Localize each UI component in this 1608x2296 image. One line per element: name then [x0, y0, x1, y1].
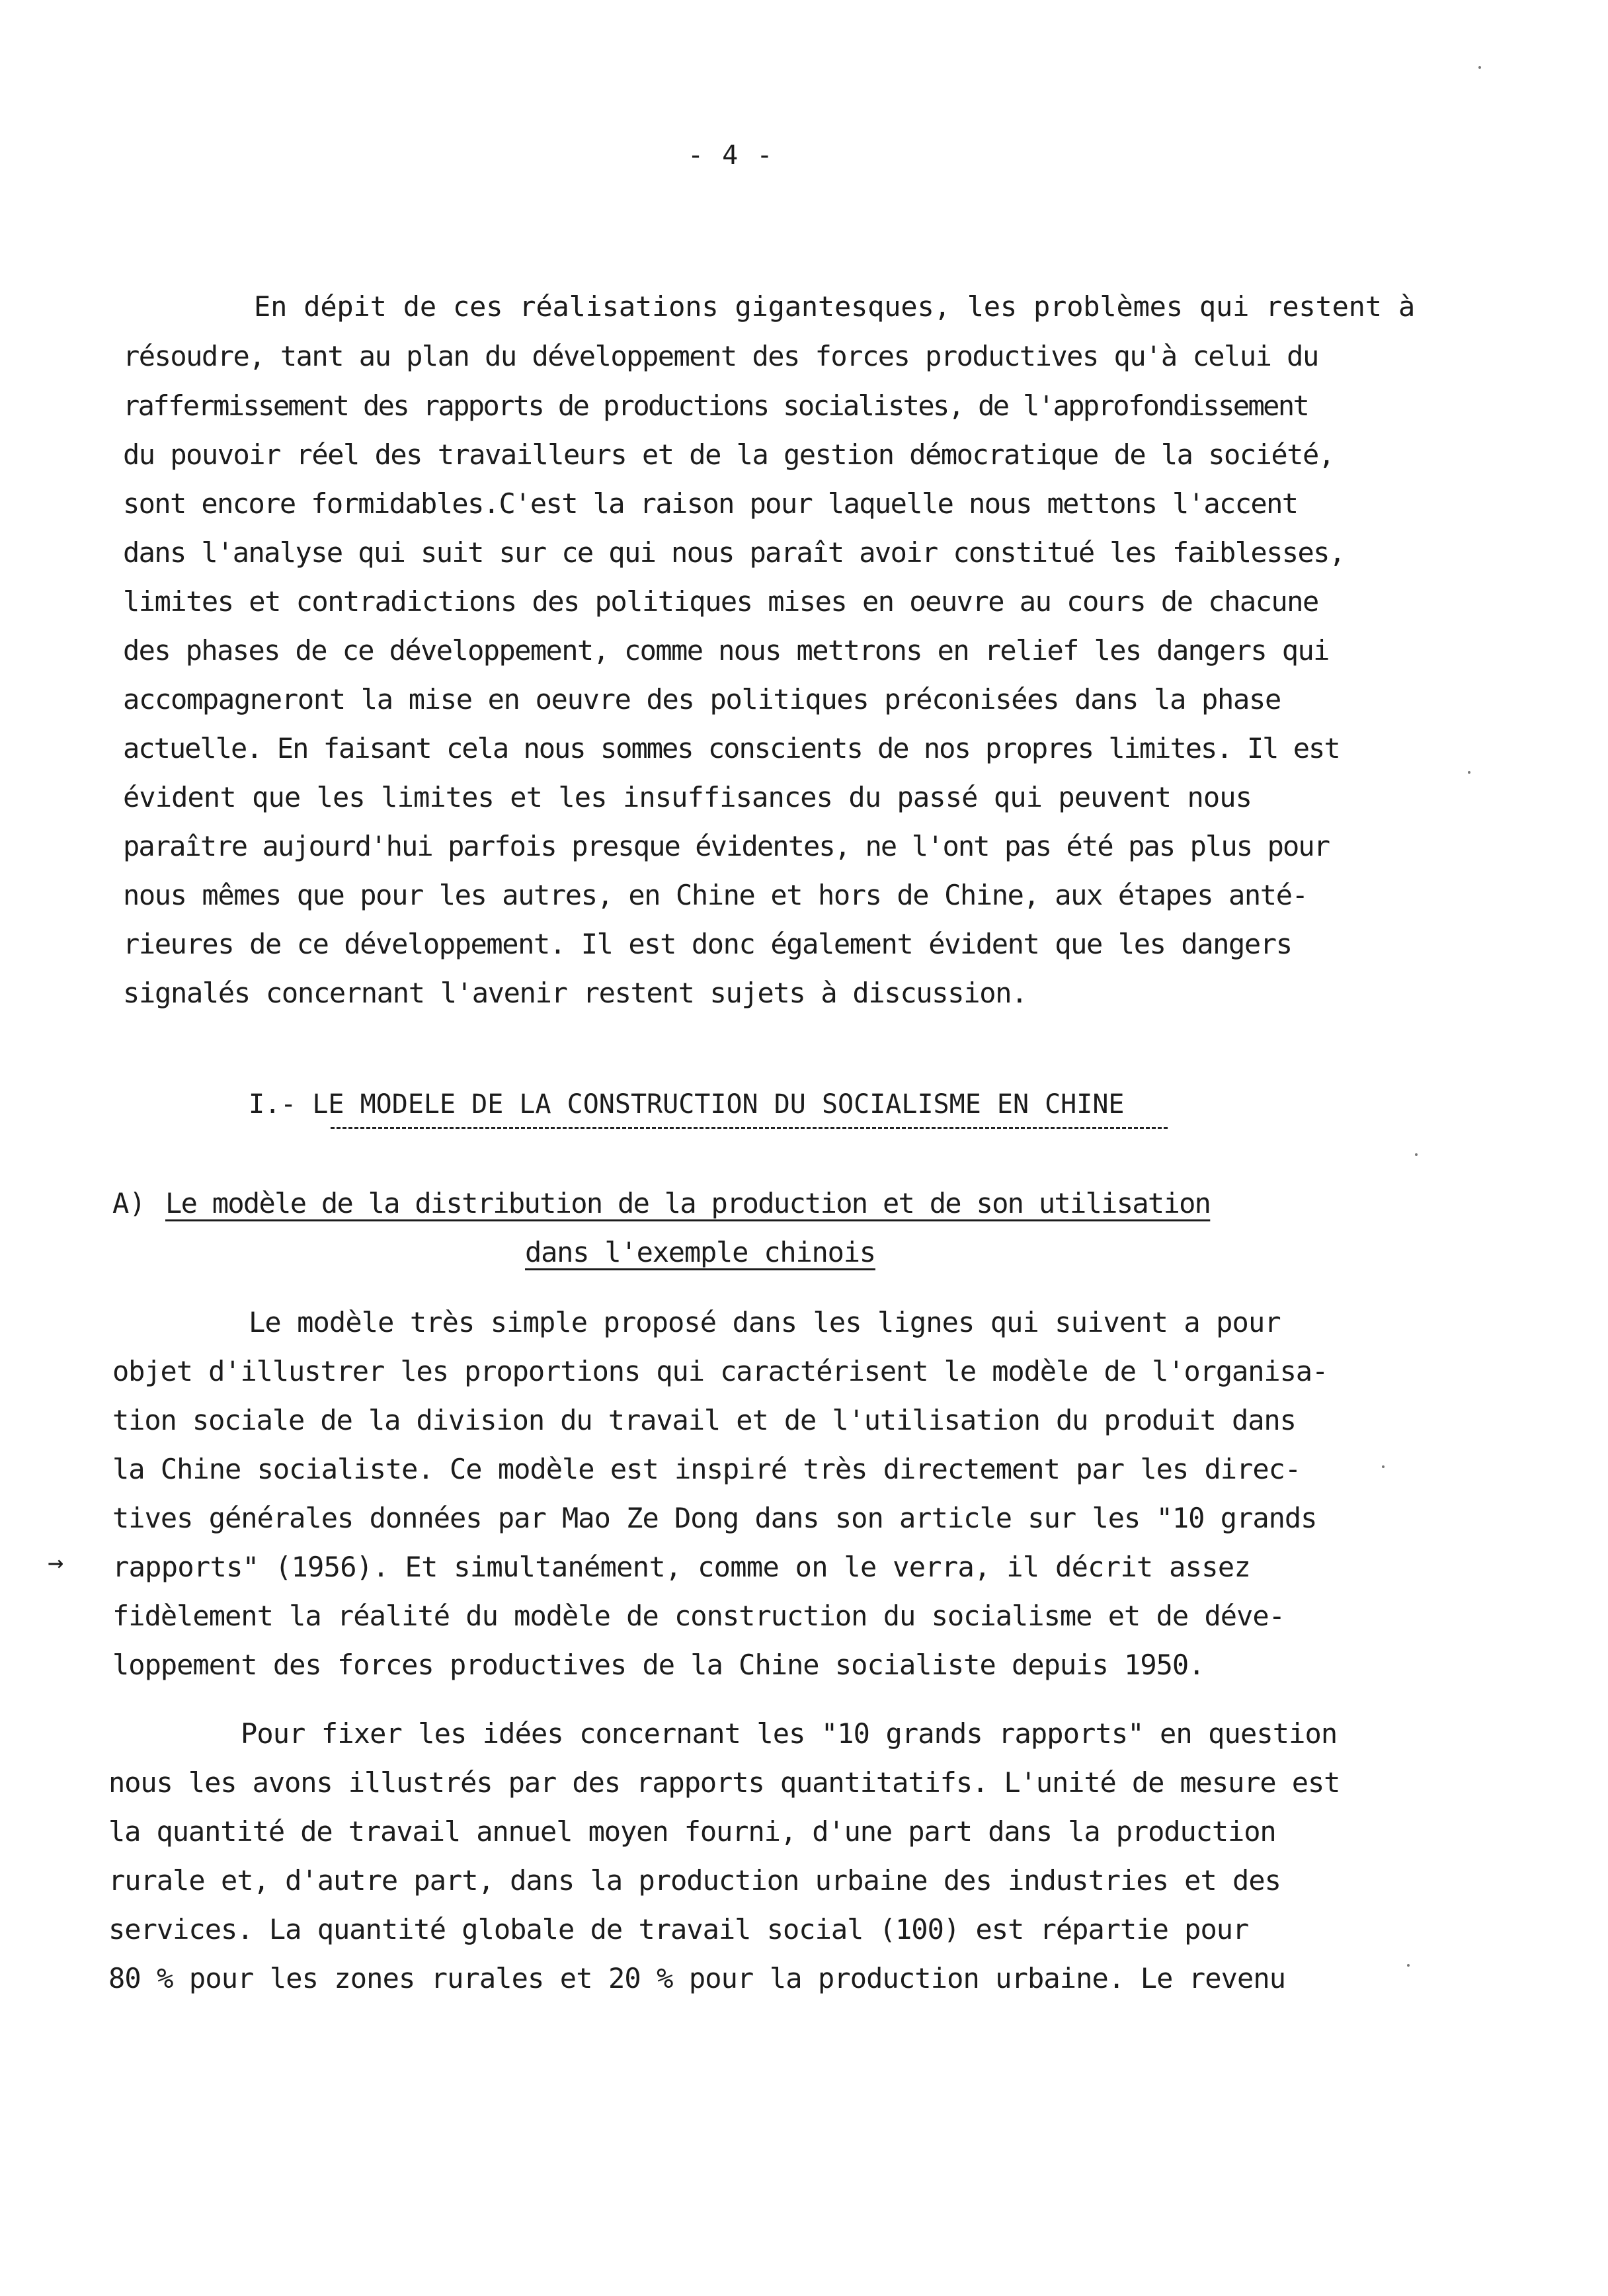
text-line: 80 % pour les zones rurales et 20 % pour la production urbaine. Le revenu — [108, 1962, 1286, 1994]
scan-speck — [1478, 66, 1481, 69]
margin-arrow-icon: → — [48, 1547, 64, 1578]
text-line: actuelle. En faisant cela nous sommes conscients de nos propres limites. Il est — [123, 732, 1340, 764]
subheading-line-2: dans l'exemple chinois — [525, 1236, 875, 1268]
text-line: la Chine socialiste. Ce modèle est inspiré très directement par les direc- — [112, 1453, 1301, 1485]
text-line: nous les avons illustrés par des rapports quantitatifs. L'unité de mesure est — [108, 1766, 1340, 1799]
text-line: sont encore formidables.C'est la raison pour laquelle nous mettons l'accent — [123, 487, 1298, 520]
scan-speck — [1407, 1964, 1410, 1967]
text-line: dans l'analyse qui suit sur ce qui nous paraît avoir constitué les faiblesses, — [123, 536, 1345, 569]
text-line: services. La quantité globale de travail social (100) est répartie pour — [108, 1913, 1249, 1946]
text-line: nous mêmes que pour les autres, en Chine et hors de Chine, aux étapes anté- — [123, 879, 1308, 911]
text-line: En dépit de ces réalisations gigantesques, les problèmes qui restent à — [254, 290, 1416, 323]
text-line: évident que les limites et les insuffisances du passé qui peuvent nous — [123, 781, 1252, 813]
text-line: raffermissement des rapports de productions socialistes, de l'approfondissement — [123, 390, 1308, 422]
text-line: Le modèle très simple proposé dans les lignes qui suivent a pour — [249, 1306, 1281, 1338]
text-line: des phases de ce développement, comme nous mettrons en relief les dangers qui — [123, 634, 1329, 667]
section-heading: I.- LE MODELE DE LA CONSTRUCTION DU SOCIALISME EN CHINE — [249, 1089, 1125, 1120]
text-line: rapports" (1956). Et simultanément, comme on le verra, il décrit assez — [112, 1551, 1251, 1583]
text-line: résoudre, tant au plan du développement des forces productives qu'à celui du — [123, 340, 1318, 372]
text-line: signalés concernant l'avenir restent sujets à discussion. — [123, 977, 1027, 1009]
text-line: tion sociale de la division du travail et de l'utilisation du produit dans — [112, 1404, 1296, 1436]
page-number: - 4 - — [688, 140, 774, 171]
text-line: loppement des forces productives de la Chine socialiste depuis 1950. — [112, 1649, 1205, 1681]
text-line: du pouvoir réel des travailleurs et de la gestion démocratique de la société, — [123, 438, 1334, 471]
text-line: accompagneront la mise en oeuvre des politiques préconisées dans la phase — [123, 683, 1281, 716]
subheading-prefix: A) — [112, 1187, 146, 1219]
text-line: tives générales données par Mao Ze Dong dans son article sur les "10 grands — [112, 1502, 1317, 1534]
heading-dashed-rule — [331, 1127, 1168, 1129]
scan-speck — [1415, 1153, 1418, 1156]
subheading-line-1: Le modèle de la distribution de la production et de son utilisation — [165, 1187, 1211, 1219]
text-line: objet d'illustrer les proportions qui caractérisent le modèle de l'organisa- — [112, 1355, 1328, 1387]
scan-speck — [1468, 771, 1470, 774]
text-line: limites et contradictions des politiques mises en oeuvre au cours de chacune — [123, 585, 1318, 618]
text-line: rurale et, d'autre part, dans la production urbaine des industries et des — [108, 1864, 1281, 1897]
text-line: fidèlement la réalité du modèle de construction du socialisme et de déve- — [112, 1600, 1285, 1632]
text-line: paraître aujourd'hui parfois presque évidentes, ne l'ont pas été pas plus pour — [123, 830, 1330, 862]
scan-speck — [1382, 1465, 1385, 1468]
text-line: la quantité de travail annuel moyen fourni, d'une part dans la production — [108, 1815, 1276, 1848]
text-line: rieures de ce développement. Il est donc également évident que les dangers — [123, 928, 1292, 960]
text-line: Pour fixer les idées concernant les "10 grands rapports" en question — [241, 1717, 1338, 1750]
